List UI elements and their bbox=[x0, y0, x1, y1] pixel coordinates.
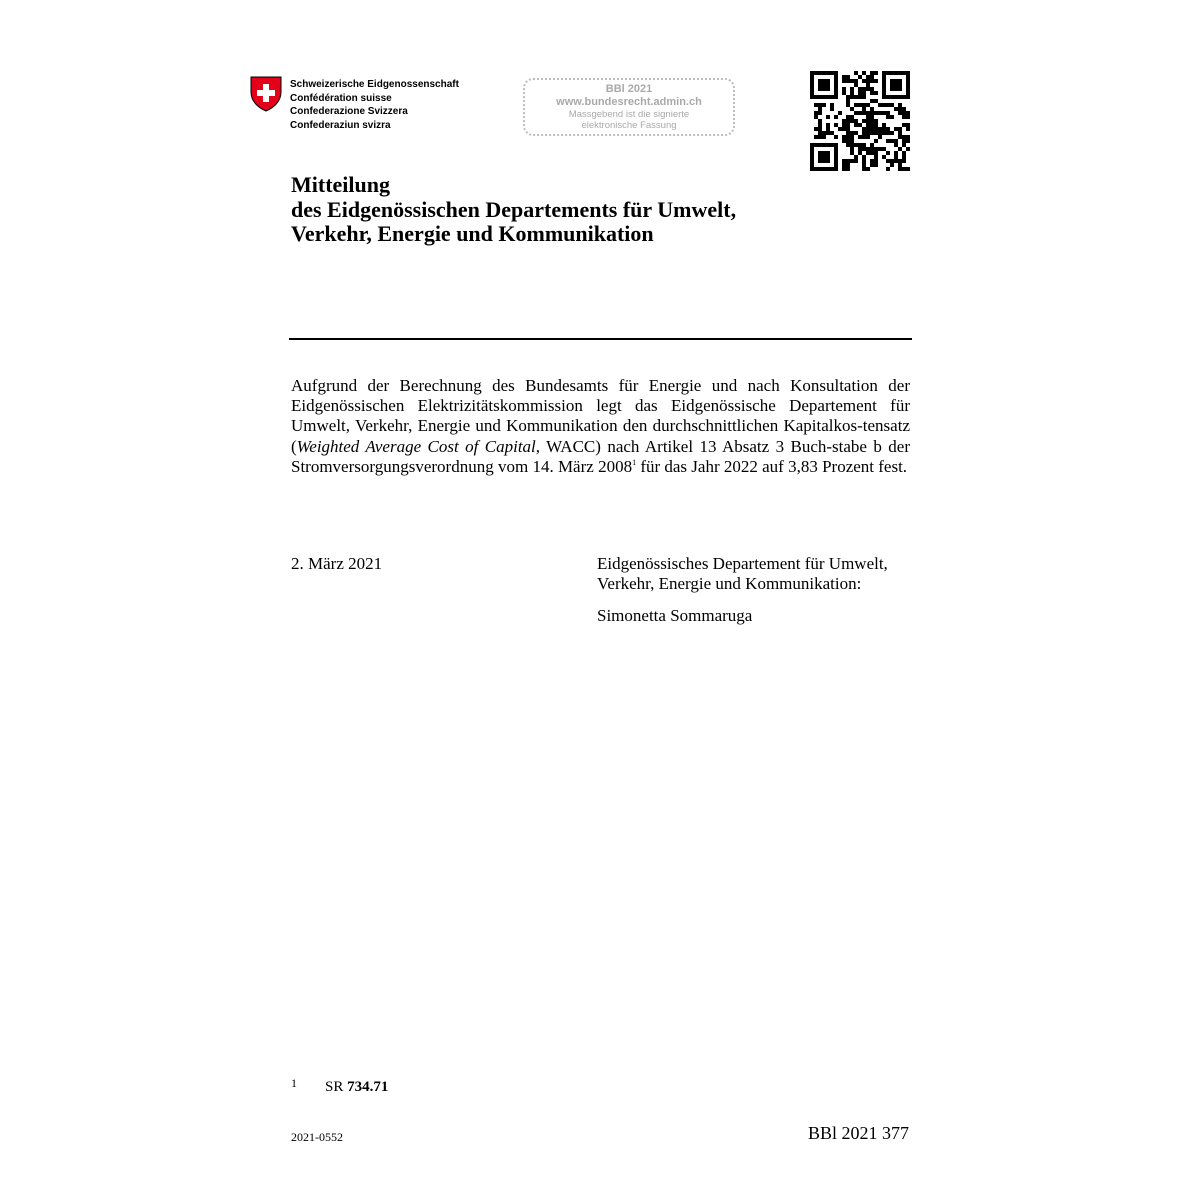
title-line-2: des Eidgenössischen Departements für Umwelt, bbox=[291, 196, 737, 222]
authenticity-stamp bbox=[523, 78, 735, 136]
body-paragraph bbox=[291, 376, 910, 477]
footnote-text bbox=[325, 1078, 388, 1096]
body-text-italic: Weighted Average Cost of Capital bbox=[296, 436, 536, 456]
confederation-name-de: Schweizerische Eidgenossenschaft bbox=[290, 79, 459, 90]
footnote-reference[interactable]: 734.71 bbox=[347, 1079, 389, 1095]
body-text-part2: , WACC) nach Artikel 13 Absatz 3 Buch-stabe b der Stromversorgungsverordnung vom 14. März 2008 bbox=[291, 436, 910, 476]
title-line-1: Mitteilung bbox=[291, 172, 390, 197]
signature-department bbox=[597, 554, 917, 594]
footnote-ref[interactable]: 1 bbox=[632, 457, 637, 467]
stamp-note-line1: Massgebend ist die signierte bbox=[568, 109, 690, 120]
signature-date: 2. März 2021 bbox=[291, 554, 383, 573]
footnote-prefix: SR bbox=[325, 1079, 344, 1095]
body-text-part1: Aufgrund der Berechnung des Bundesamts für Energie und nach Konsultation der Eidgenössischen Elektrizitätskommission legt das Eidgenössische Departement für Umwelt, Verkehr, Energie und Kommunikation den durchschnittlichen Kapitalkos-tensatz ( bbox=[291, 376, 910, 456]
confederation-name-it: Confederazione Svizzera bbox=[290, 106, 408, 117]
swiss-cross-icon bbox=[250, 76, 282, 112]
title-line-3: Verkehr, Energie und Kommunikation bbox=[291, 221, 654, 246]
footnote-number: 1 bbox=[291, 1076, 297, 1090]
title-divider bbox=[289, 338, 912, 340]
department-line-1: Eidgenössisches Departement für Umwelt, bbox=[597, 554, 888, 573]
document-id: 2021-0552 bbox=[291, 1130, 343, 1144]
page-reference: BBl 2021 377 bbox=[807, 1123, 909, 1143]
confederation-name-fr: Confédération suisse bbox=[290, 92, 392, 104]
confederation-name-rm: Confederaziun svizra bbox=[290, 119, 391, 131]
signer-name: Simonetta Sommaruga bbox=[597, 606, 753, 625]
stamp-note-line2: elektronische Fassung bbox=[581, 120, 677, 131]
page-title bbox=[291, 173, 911, 247]
confederation-names bbox=[290, 78, 459, 132]
qr-code-icon bbox=[810, 71, 910, 171]
stamp-url[interactable]: www.bundesrecht.admin.ch bbox=[556, 96, 702, 108]
department-line-2: Verkehr, Energie und Kommunikation: bbox=[597, 574, 862, 593]
body-text-part3: für das Jahr 2022 auf 3,83 Prozent fest. bbox=[636, 456, 908, 476]
stamp-reference: BBl 2021 bbox=[605, 83, 653, 95]
